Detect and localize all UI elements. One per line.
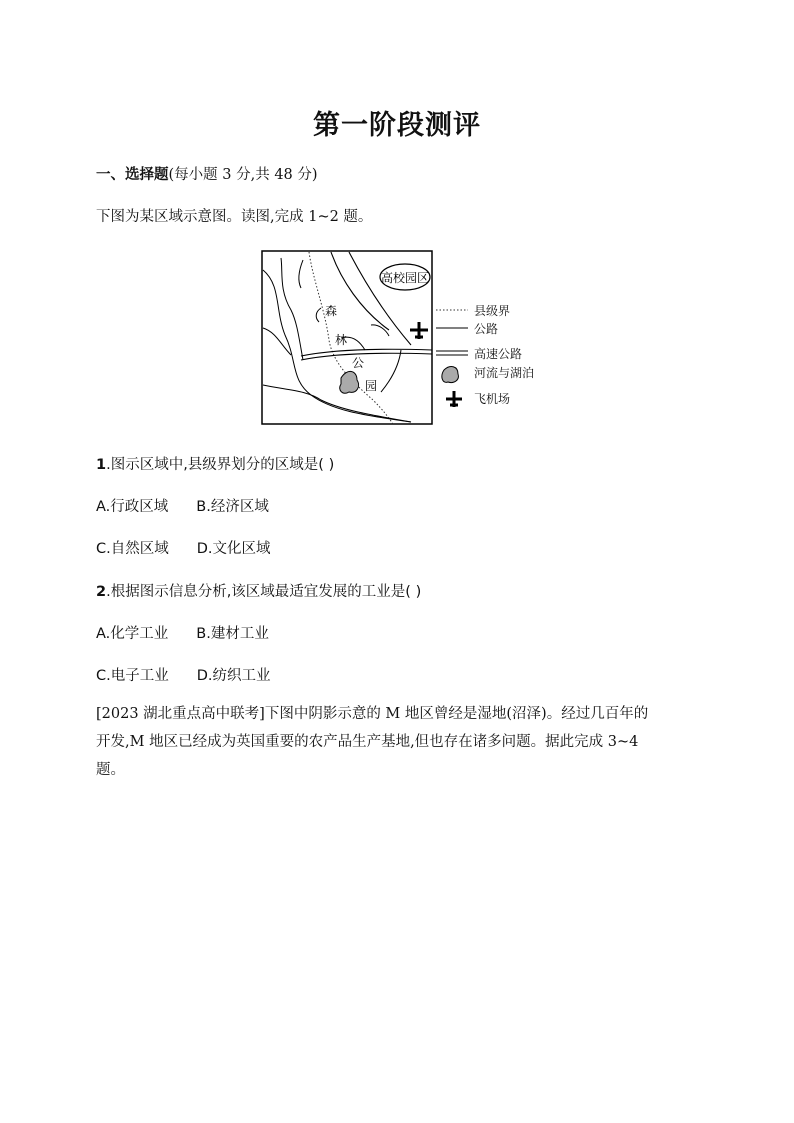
question-2-number: 2 [96, 584, 107, 600]
map-label-sen: 森 [324, 304, 338, 318]
q2-option-a[interactable]: A.化学工业 [96, 626, 169, 642]
question-2-options-row-1 [96, 622, 297, 643]
legend-highway-label: 高速公路 [474, 347, 523, 361]
airplane-icon [410, 322, 428, 339]
map-label-yuan: 园 [364, 379, 378, 393]
question-1-options-row-1 [96, 495, 297, 516]
highway-line-b [301, 353, 432, 360]
river-branch-2 [299, 260, 303, 288]
q1-option-a[interactable]: A.行政区域 [96, 499, 169, 515]
intro-text-2 [96, 700, 698, 784]
legend-river-lake-label: 河流与湖泊 [474, 366, 535, 380]
river-lower [263, 385, 411, 422]
river-branch-6 [371, 325, 389, 336]
question-1-options-row-2 [96, 537, 299, 558]
intro-text-1: 下图为某区域示意图。读图,完成 1~2 题。 [96, 209, 373, 225]
intro-text-2-line-1: [2023 湖北重点高中联考]下图中阴影示意的 M 地区曾经是湿地(沼泽)。经过几百年的 [96, 706, 649, 722]
q2-option-d[interactable]: D.纺织工业 [196, 668, 271, 684]
intro-text-2-line-3: 题。 [96, 762, 125, 778]
section-heading-label: 一、选择题 [96, 167, 169, 183]
region-map [261, 250, 433, 426]
question-2-text: .根据图示信息分析,该区域最适宜发展的工业是( ) [106, 584, 422, 600]
highway-line-a [301, 349, 432, 356]
q2-option-b[interactable]: B.建材工业 [196, 626, 269, 642]
question-2 [96, 580, 421, 601]
airplane-icon [446, 391, 462, 407]
q1-option-d[interactable]: D.文化区域 [196, 541, 271, 557]
q1-option-c[interactable]: C.自然区域 [96, 541, 169, 557]
map-label-gong: 公 [351, 356, 365, 370]
legend-road-label: 公路 [474, 322, 499, 336]
question-1-number: 1 [96, 457, 107, 473]
map-label-campus: 高校园区 [380, 271, 430, 285]
question-1-text: .图示区域中,县级界划分的区域是( ) [106, 457, 335, 473]
map-legend [436, 296, 566, 416]
section-heading [96, 163, 318, 184]
map-label-lin: 林 [334, 333, 348, 347]
page-title: 第一阶段测评 [313, 110, 481, 141]
q1-option-b[interactable]: B.经济区域 [196, 499, 269, 515]
river-branch-4 [316, 308, 321, 322]
river-branch-7 [381, 350, 401, 392]
lake-icon [340, 371, 359, 393]
question-1 [96, 453, 334, 474]
road-1 [331, 252, 389, 330]
river-branch-3 [263, 328, 291, 355]
section-heading-note: (每小题 3 分,共 48 分) [168, 167, 318, 183]
q2-option-c[interactable]: C.电子工业 [96, 668, 169, 684]
legend-airport-label: 飞机场 [474, 392, 511, 406]
legend-county-border-label: 县级界 [474, 304, 511, 318]
intro-text-2-line-2: 开发,M 地区已经成为英国重要的农产品生产基地,但也存在诸多问题。据此完成 3~4 [96, 734, 639, 750]
question-2-options-row-2 [96, 664, 299, 685]
